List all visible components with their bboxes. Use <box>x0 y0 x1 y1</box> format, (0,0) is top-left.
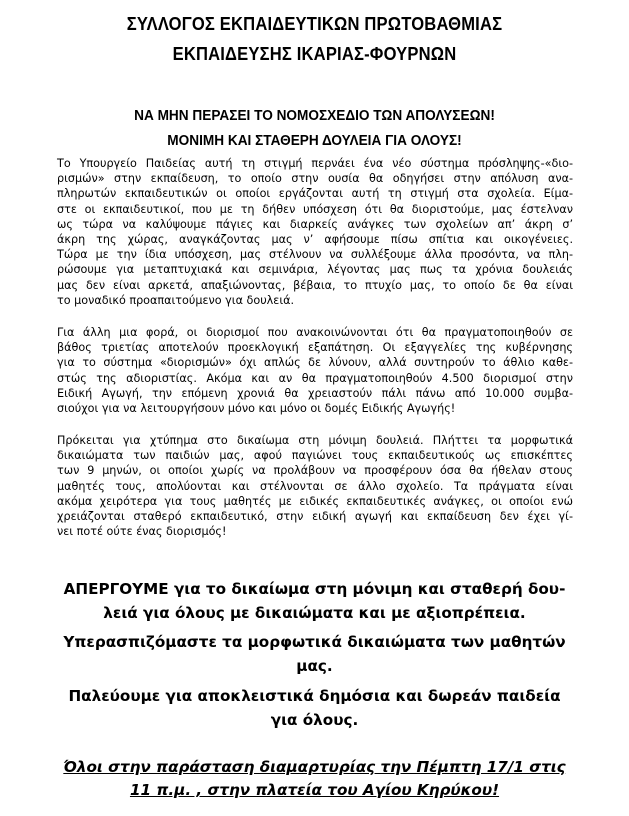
paragraph-line: το μοναδικό προαπαιτούμενο για δουλειά. <box>57 293 295 307</box>
paragraph-1 <box>57 156 573 308</box>
paragraph-line: ακόμα χειρότερα για τους μαθητές με ειδικές εκπαιδευτικές ανάγκες, οι οποίοι ενώ <box>57 494 573 508</box>
paragraph-line: Τώρα με την ίδια υπόσχεση, μας στέλνουν να συλλέξουμε άλλα προσόντα, να πλη- <box>57 248 573 262</box>
paragraph-line: άκρη της χώρας, αναγκάζοντας μας ν’ αφήσουμε πίσω σπίτια και οικογένειες. <box>57 233 573 247</box>
paragraph-line: στώς της αδιοριστίας. Ακόμα και αν θα πραγματοποιηθούν 4.500 διορισμοί στην <box>57 371 573 385</box>
paragraph-line: μας δεν είναι αρκετά, απαξιώνοντας, βέβαια, το πτυχίο μας, το οποίο δε θα είναι <box>57 278 573 292</box>
headline-line-1: ΝΑ ΜΗΝ ΠΕΡΑΣΕΙ ΤΟ ΝΟΜΟΣΧΕΔΙΟ ΤΩΝ ΑΠΟΛΥΣΕΩΝ! <box>134 108 495 124</box>
paragraph-line: βάθος τριετίας αποτελούν προεκλογική εξαπάτηση. Οι εξαγγελίες της κυβέρνησης <box>57 341 573 355</box>
union-title-line-2: ΕΚΠΑΙΔΕΥΣΗΣ ΙΚΑΡΙΑΣ-ΦΟΥΡΝΩΝ <box>172 44 457 64</box>
headline-line-2: ΜΟΝΙΜΗ ΚΑΙ ΣΤΑΘΕΡΗ ΔΟΥΛΕΙΑ ΓΙΑ ΟΛΟΥΣ! <box>167 133 462 149</box>
paragraph-line: στε οι εκπαιδευτικοί, που με τη δήθεν υπόσχεση ότι θα διοριστούμε, μας έστελναν <box>57 202 573 216</box>
strike-slogan <box>40 577 589 625</box>
paragraph-line: δικαιώματα των παιδιών μας, αφού παγιώνει τους εκπαιδευτικούς ως επισκέπτες <box>57 449 573 463</box>
protest-call-line: 11 π.μ. , στην πλατεία του Αγίου Κηρύκου! <box>129 781 500 799</box>
paragraph-line: Το Υπουργείο Παιδείας αυτή τη στιγμή περνάει ένα νέο σύστημα πρόσληψης-«διο- <box>57 157 573 170</box>
paragraph-line: χρειάζονται σταθερό εκπαιδευτικό, στην ειδική αγωγή και εκπαίδευση δεν έχει γί- <box>57 510 573 524</box>
paragraph-line: για το σύστημα «διορισμών» όχι απλώς δε λύνουν, αλλά συντηρούν το άθλιο καθε- <box>57 356 573 370</box>
slogan-line: μας. <box>296 657 333 675</box>
public-education-slogan <box>40 684 589 732</box>
paragraph-line: σιούχοι για να λειτουργήσουν μόνο και μόνο οι δομές Ειδικής Αγωγής! <box>57 402 456 416</box>
paragraph-line: Για άλλη μια φορά, οι διορισμοί που ανακοινώνονται ότι θα πραγματοποιηθούν σε <box>57 326 573 339</box>
slogan-line: Υπερασπιζόμαστε τα μορφωτικά δικαιώματα των μαθητών <box>63 633 566 651</box>
paragraph-line: των 9 μηνών, οι οποίοι χωρίς να προλάβουν να προσφέρουν όσα θα ήθελαν στους <box>57 464 573 478</box>
paragraph-line: πληρωτών εκπαιδευτικών οι οποίοι εργάζονται αυτή τη στιγμή στα σχολεία. Είμα- <box>57 187 573 201</box>
paragraph-line: νει ποτέ ούτε ένας διορισμός! <box>57 525 227 539</box>
paragraph-line: ρώσουμε για μεταπτυχιακά και σεμινάρια, λέγοντας μας πως τα χρόνια δουλειάς <box>57 263 573 277</box>
defend-rights-slogan <box>40 630 589 678</box>
paragraph-line: ως τώρα να καλύψουμε πάγιες και διαρκείς ανάγκες των σχολείων απ’ άκρη σ’ <box>57 217 573 231</box>
slogan-line: λειά για όλους με δικαιώματα και με αξιοπρέπεια. <box>103 604 526 622</box>
slogan-line: Παλεύουμε για αποκλειστικά δημόσια και δωρεάν παιδεία <box>68 687 561 705</box>
paragraph-line: ρισμών» στην εκπαίδευση, το οποίο στην ουσία θα οδηγήσει στην απόλυση ανα- <box>57 172 573 186</box>
slogan-line: ΑΠΕΡΓΟΥΜΕ για το δικαίωμα στη μόνιμη και σταθερή δου- <box>63 580 566 598</box>
protest-call <box>40 756 589 802</box>
union-title-line-1: ΣΥΛΛΟΓΟΣ ΕΚΠΑΙΔΕΥΤΙΚΩΝ ΠΡΩΤΟΒΑΘΜΙΑΣ <box>126 14 503 34</box>
paragraph-line: μαθητές τους, απολύονται και στέλνονται σε άλλο σχολείο. Τα πράγματα είναι <box>57 479 573 493</box>
paragraph-2 <box>57 325 573 416</box>
paragraph-3 <box>57 433 573 539</box>
slogan-line: για όλους. <box>270 711 359 729</box>
paragraph-line: Ειδική Αγωγή, την επόμενη χρονιά θα χρειαστούν πάλι πάνω από 10.000 συμβα- <box>57 386 573 400</box>
protest-call-line: Όλοι στην παράσταση διαμαρτυρίας την Πέμπτη 17/1 στις <box>63 758 566 776</box>
paragraph-line: Πρόκειται για χτύπημα στο δικαίωμα στη μόνιμη δουλειά. Πλήττει τα μορφωτικά <box>57 434 573 447</box>
